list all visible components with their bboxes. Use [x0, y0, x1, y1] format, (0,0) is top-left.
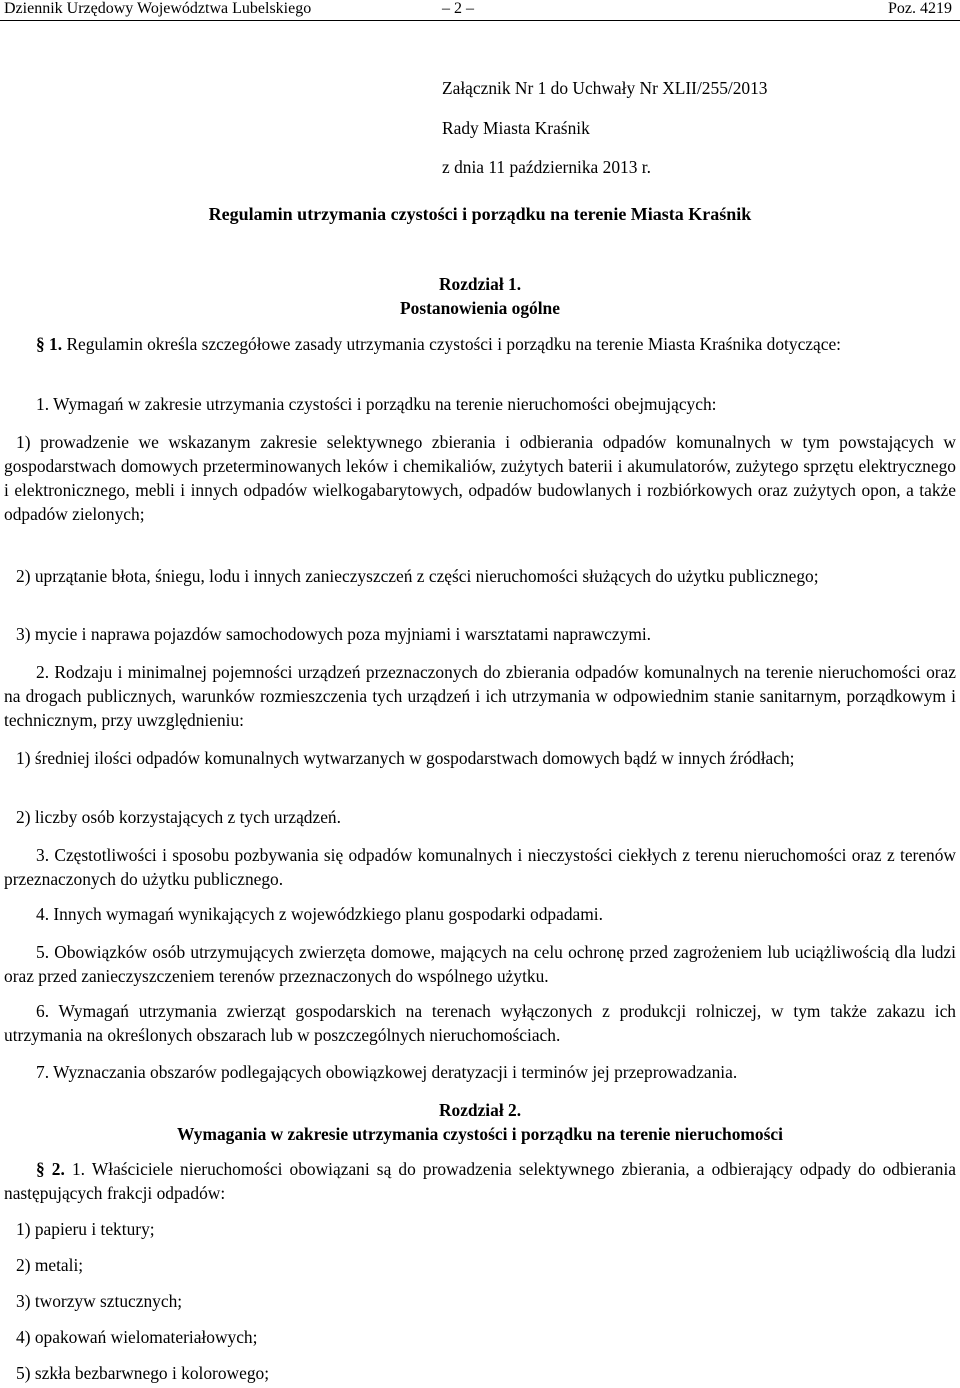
section-2-intro: § 2. 1. Właściciele nieruchomości obowiązani są do prowadzenia selektywnego zbierania, a odbierający odpady do odbierania następujących frakcji odpadów: — [4, 1159, 957, 1203]
list-item: 3) tworzyw sztucznych; — [16, 1291, 183, 1311]
journal-name: Dziennik Urzędowy Województwa Lubelskiego — [4, 0, 312, 17]
document-title: Regulamin utrzymania czystości i porządku na terenie Miasta Kraśnik — [208, 204, 752, 224]
list-item: 5) szkła bezbarwnego i kolorowego; — [16, 1363, 270, 1383]
list-item: 1) średniej ilości odpadów komunalnych wytwarzanych w gospodarstwach domowych bądź w innych źródłach; — [16, 748, 795, 768]
position-number: Poz. 4219 — [888, 0, 952, 17]
list-item: 2) metali; — [16, 1255, 84, 1275]
section-1-mark: § 1. — [36, 334, 63, 354]
list-item: 1) prowadzenie we wskazanym zakresie selektywnego zbierania i odbierania odpadów komunalnych w tym powstających w gospodarstwach domowych przeterminowanych leków i chemikaliów, zużytych baterii i akumulatorów, zużytego sprzętu elektrycznego i elektronicznego, mebli i innych odpadów wielkogabarytowych, odpadów budowlanych i rozbiórkowych oraz zużytych opon, a także odpadów zielonych; — [4, 432, 956, 524]
section-1-paragraph-7: 7. Wyznaczania obszarów podlegających obowiązkowej deratyzacji i terminów jej przeprowadzania. — [36, 1062, 738, 1082]
list-item: 4) opakowań wielomateriałowych; — [16, 1327, 258, 1347]
page-number: – 2 – — [442, 0, 474, 17]
section-1-paragraph-4: 4. Innych wymagań wynikających z wojewódzkiego planu gospodarki odpadami. — [36, 904, 603, 924]
chapter-2-label: Rozdział 2. — [438, 1100, 522, 1120]
chapter-1-label: Rozdział 1. — [438, 274, 522, 294]
chapter-1-title: Postanowienia ogólne — [400, 298, 560, 318]
section-1-paragraph-2: 2. Rodzaju i minimalnej pojemności urządzeń przeznaczonych do zbierania odpadów komunalnych na terenie nieruchomości oraz na drogach publicznych, warunków rozmieszczenia tych urządzeń i ich utrzymania w odpowiednim stanie sanitarnym, porządkowym i technicznym, przy uwzględnieniu: — [4, 662, 956, 730]
page-header — [0, 0, 960, 21]
attachment-line-3: z dnia 11 października 2013 r. — [442, 157, 651, 177]
section-1-intro: § 1. Regulamin określa szczegółowe zasady utrzymania czystości i porządku na terenie Miasta Kraśnika dotyczące: — [36, 334, 841, 354]
attachment-line-2: Rady Miasta Kraśnik — [442, 118, 590, 138]
section-1-paragraph-3: 3. Częstotliwości i sposobu pozbywania się odpadów komunalnych i nieczystości ciekłych z terenu nieruchomości oraz z terenów przeznaczonych do użytku publicznego. — [4, 845, 956, 889]
list-item: 2) liczby osób korzystających z tych urządzeń. — [16, 807, 341, 827]
list-item: 1) papieru i tektury; — [16, 1219, 155, 1239]
section-1-paragraph-5: 5. Obowiązków osób utrzymujących zwierzęta domowe, mających na celu ochronę przed zagrożeniem lub uciążliwością dla ludzi oraz przed zanieczyszczeniem terenów przeznaczonych do wspólnego użytku. — [4, 942, 956, 986]
section-1-paragraph-6: 6. Wymagań utrzymania zwierząt gospodarskich na terenach wyłączonych z produkcji rolniczej, w tym także zakazu ich utrzymania na określonych obszarach lub w poszczególnych nieruchomościach. — [4, 1001, 956, 1045]
section-1-paragraph-1: 1. Wymagań w zakresie utrzymania czystości i porządku na terenie nieruchomości obejmujących: — [36, 394, 717, 414]
list-item: 2) uprzątanie błota, śniegu, lodu i innych zanieczyszczeń z części nieruchomości służących do użytku publicznego; — [16, 566, 819, 586]
attachment-line-1: Załącznik Nr 1 do Uchwały Nr XLII/255/2013 — [442, 78, 768, 98]
chapter-2-title: Wymagania w zakresie utrzymania czystości i porządku na terenie nieruchomości — [177, 1124, 783, 1144]
section-2-mark: § 2. — [36, 1159, 65, 1179]
list-item: 3) mycie i naprawa pojazdów samochodowych poza myjniami i warsztatami naprawczymi. — [16, 624, 652, 644]
